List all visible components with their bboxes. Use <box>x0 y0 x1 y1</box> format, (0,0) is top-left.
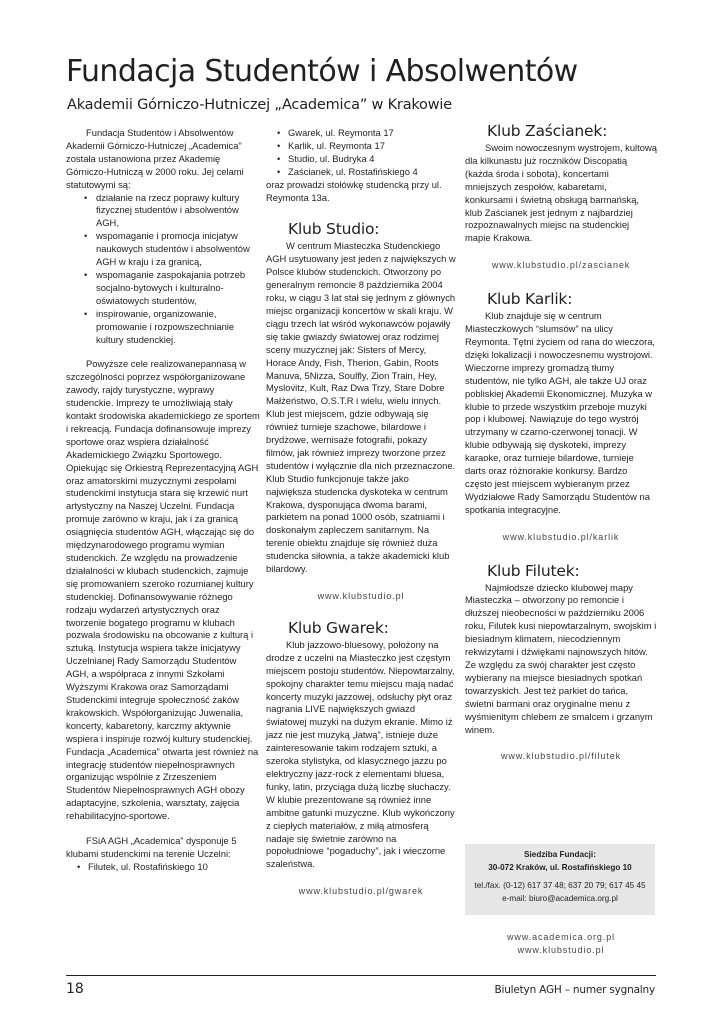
studio-url-link[interactable]: www.klubstudio.pl <box>317 591 405 601</box>
contact-box <box>465 844 655 915</box>
seat-label: Siedziba Fundacji: <box>524 850 596 859</box>
zascianek-text: Swoim nowoczesnym wystrojem, kultową dla kilkunastu już roczników Discopatią (każda środa i sobota), koncertami mniejszych zespołów, kabaretami, konkursami i świetną obsługą barmańską, klub Zaścianek jest jednym z najbardziej rozpoznawalnych miejsc na studenckiej mapie Krakowa. <box>465 142 657 244</box>
column-3 <box>465 122 657 763</box>
body-paragraph: Powyższe cele realizowanepannasą w szczególności poprzez współorganizowane zawody, rajdy turystyczne, wyprawy studenckie. Imprezy te umożliwiają stały kontakt środowiska akademickiego ze sportem i rekreacją. Fundacja dofinansowuje imprezy sportowe oraz wspiera działalność Akademickiego Związku Sportowego. Opiekując się Orkiestrą Reprezentacyjną AGH oraz amatorskimi muzycznymi zespołami studenckimi instytucja stara się krzewić nurt artystyczny na Naszej Uczelni. Fundacja promuje zarówno w kraju, jak i za granicą osiągnięcia studentów AGH, włączając się do międzynarodowego programu wymian studenckich. Ze względu na prowadzenie działalności w klubach studenckich, zajmuje się promowaniem szeroko rozumianej kultury studenckiej. Dofinansowywanie różnego rodzaju wydarzeń artystycznych oraz tworzenie bogatego programu w klubach pozwala środowisku na obcowanie z kulturą i sztuką. Instytucja wspiera także inicjatywy Uczelnianej Rady Samorządu Studentów AGH, a współpraca z innymi Szkołami Wyższymi Krakowa oraz Samorządami Studenckimi integruje społeczność żaków krakowskich. Współorganizując Juwenalia, koncerty, kabaretony, karczmy aktywnie wspiera i inspiruje rozwój kultury studenckiej. Fundacja „Academica” otwarta jest również na integrację studentów niepełnosprawnych organizując wspólnie z Zrzeszeniem Studentów Niepełnosprawnych AGH obozy adaptacyjne, szkolenia, warsztaty, zajęcia rehabilitacyjno-sportowe. <box>66 358 260 822</box>
seat-address: 30-072 Kraków, ul. Rostafińskiego 10 <box>488 862 632 872</box>
column-1 <box>66 127 260 874</box>
gwarek-heading: Klub Gwarek: <box>288 618 389 637</box>
footer-divider <box>66 975 656 976</box>
clubs-intro: FSiA AGH „Academica” dysponuje 5 klubami studenckimi na terenie Uczelni: <box>66 835 237 859</box>
clubs-list-continued <box>266 127 456 179</box>
canteen-text: oraz prowadzi stołówkę studencką przy ul. Reymonta 13a. <box>266 178 442 203</box>
footer-links <box>465 931 657 957</box>
aim-item: • wspomaganie zaspokajania potrzeb socjalno-bytowych i kulturalno-oświatowych studentów, <box>96 269 260 308</box>
karlik-text: Klub znajduje się w centrum Miasteczkowych “slumsów” na ulicy Reymonta. Tętni życiem od rana do wieczora, dzięki lokalizacji i nowoczesnemu wystrojowi. Wieczorne imprezy gromadzą tłumy studentów, nie tylko AGH, ale także UJ oraz pobliskiej Akademii Ekonomicznej. Muzyka w klubie to przede wszystkim przeboje muzyki pop i klubowej. Nawiązuje do tego wystrój utrzymany w czarno-czerwonej tonacji. W klubie odbywają się dyskoteki, imprezy karaoke, oraz turnieje bilardowe, turnieje darts oraz różnorakie konkursy. Bardzo często jest miejscem wybieranym przez Wydziałowe Rady Samorządu Studentów na spotkania integracyjne. <box>465 310 656 515</box>
studio-text: W centrum Miasteczka Studenckiego AGH usytuowany jest jeden z największych w Polsce klubów studenckich. Otworzony po generalnym remoncie 8 października 2004 roku, w ciągu 3 lat stał się jednym z głównych miejsc organizacji koncertów w skali kraju. W ciągu trzech lat wśród wykonawców pojawiły się takie gwiazdy światowej oraz rodzimej sceny muzycznej jak: Sisters of Mercy, Horace Andy, Fish, Therion, Gabin, Roots Manuva, 5Nizza, Soulfly, Zion Train, Hey, Myslovitz, Kult, Raz Dwa Trzy, Stare Dobre Małżeństwo, O.S.T.R i wielu, wielu innych. Klub jest miejscem, gdzie odbywają się również turnieje szachowe, bilardowe i brydżowe, wernisaże fotografii, pokazy filmów, jak również imprezy tworzone przez studentów i wyłącznie dla nich przeznaczone. Klub Studio funkcjonuje także jako największa studencka dyskoteka w centrum Krakowa, dysponująca dwoma barami, parkietem na ponad 1000 osób, szatniami i doskonałym zapleczem sanitarnym. Na terenie obiektu znajduje się również duża studencka siłownia, a także akademicki klub bilardowy. <box>266 240 456 575</box>
academica-site-link[interactable]: www.academica.org.pl <box>506 932 616 942</box>
zascianek-heading: Klub Zaścianek: <box>487 122 608 140</box>
karlik-url-link[interactable]: www.klubstudio.pl/karlik <box>502 531 620 542</box>
club-list-item: • Gwarek, ul. Reymonta 17 <box>288 127 456 140</box>
aim-item: • działanie na rzecz poprawy kultury fizycznej studentów i absolwentów AGH, <box>96 192 260 231</box>
publication-name: Biuletyn AGH – numer sygnalny <box>494 984 655 996</box>
klubstudio-site-link[interactable]: www.klubstudio.pl <box>517 945 605 955</box>
club-list-item: • Filutek, ul. Rostafińskiego 10 <box>88 861 260 874</box>
gwarek-text: Klub jazzowo-bluesowy, położony na drodze z uczelni na Miasteczko jest częstym miejscem postoju studentów. Niepowtarzalny, spokojny charakter temu miejscu mają nadać koncerty muzyki jazzowej, odsłuchy płyt oraz nagrania LIVE największych gwiazd światowej muzyki na dużym ekranie. Mimo iż jazz nie jest muzyką „łatwą”, istnieje duże zainteresowanie takim rodzajem sztuki, a szeroka stylistyka, od klasycznego jazzu po elektryczny jazz-rock z elementami bluesa, funky, latin, przyciąga dużą liczbę słuchaczy. W klubie prezentowane są również inne ambitne gatunki muzyczne. Klub wykończony z ciepłych materiałów, z miłą atmosferą nadaje się świetnie zarówno na popołudniowe “pogaduchy”, jak i wieczorne szaleństwa. <box>266 638 455 870</box>
club-list-item: • Studio, ul. Budryka 4 <box>288 153 456 166</box>
clubs-list <box>66 861 260 874</box>
filutek-url-link[interactable]: www.klubstudio.pl/filutek <box>500 751 622 762</box>
page-subtitle: Akademii Górniczo-Hutniczej „Academica” w Krakowie <box>67 97 452 113</box>
club-list-item: • Karlik, ul. Reymonta 17 <box>288 140 456 153</box>
filutek-heading: Klub Filutek: <box>487 561 580 580</box>
page-title: Fundacja Studentów i Absolwentów <box>66 54 578 89</box>
column-2 <box>266 127 456 898</box>
studio-heading: Klub Studio: <box>288 220 380 239</box>
page-number: 18 <box>66 981 84 997</box>
gwarek-url-link[interactable]: www.klubstudio.pl/gwarek <box>298 886 424 897</box>
aim-item: • wspomaganie i promocja inicjatyw naukowych studentów i absolwentów AGH w kraju i za granicą, <box>96 230 260 269</box>
phone-fax: tel./fax. (0-12) 617 37 48; 637 20 79; 617 45 45 <box>474 881 646 891</box>
intro-paragraph: Fundacja Studentów i Absolwentów Akademii Górniczo-Hutniczej „Academica” została ustanowiona przez Akademię Górniczo-Hutniczą w 2000 roku. Jej celami statutowymi są: <box>66 127 244 190</box>
aim-item: • inspirowanie, organizowanie, promowanie i rozpowszechnianie kultury studenckiej. <box>96 308 260 347</box>
filutek-text: Najmłodsze dziecko klubowej mapy Miasteczka – otworzony po remoncie i dłuższej nieobecności w październiku 2006 roku, Filutek kusi niepowtarzalnym, swojskim i biesiadnym klimatem, niecodziennym rekwizytami i dźwiękami najnowszych hitów. Ze względu za swój charakter jest często wybierany na miejsce biesiadnych spotkań towarzyskich. Jest też parkiet do tańca, świetni barmani oraz oryginalne menu z wyśmienitym chlebem ze smalcem i grzanym winem. <box>465 581 657 735</box>
karlik-heading: Klub Karlik: <box>487 290 573 309</box>
aims-list <box>66 192 260 347</box>
email-link[interactable]: e-mail: biuro@academica.org.pl <box>502 893 618 903</box>
club-list-item: • Zaścianek, ul. Rostafińskiego 4 <box>288 166 456 179</box>
zascianek-url-link[interactable]: www.klubstudio.pl/zascianek <box>491 260 631 271</box>
